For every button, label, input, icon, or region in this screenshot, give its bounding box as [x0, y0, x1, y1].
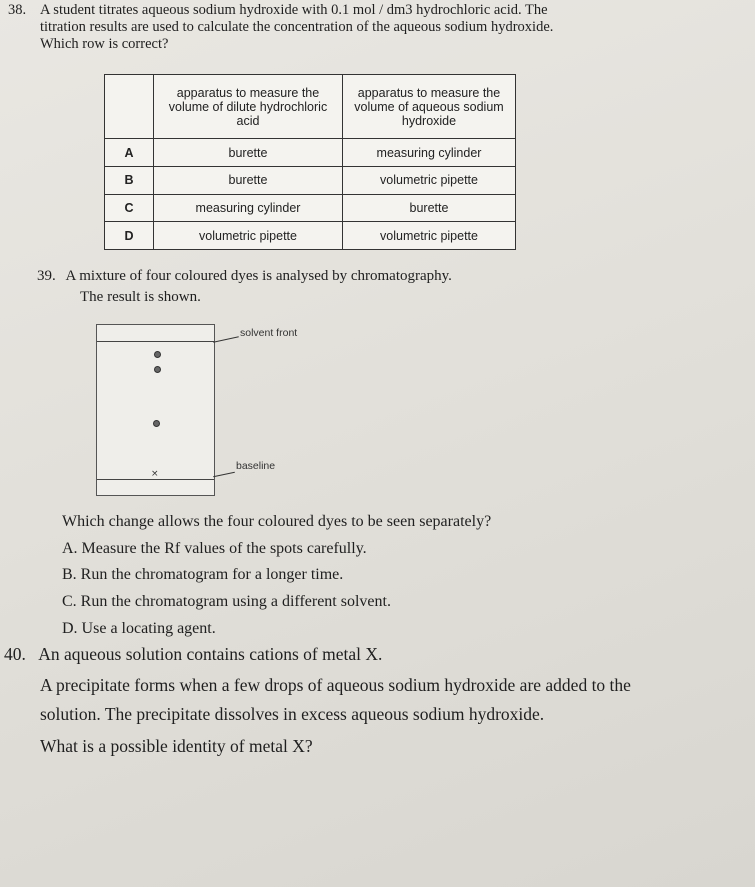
acid-apparatus: measuring cylinder — [154, 194, 343, 222]
table-row — [105, 167, 516, 195]
dye-spot — [153, 420, 160, 427]
alkali-apparatus: volumetric pipette — [343, 222, 516, 250]
table-row — [105, 222, 516, 250]
table-corner — [105, 75, 154, 139]
question-text: A student titrates aqueous sodium hydroxide with 0.1 mol / dm3 hydrochloric acid. The — [40, 2, 548, 18]
question-number: 38. — [8, 2, 27, 18]
alkali-apparatus: burette — [343, 194, 516, 222]
acid-apparatus: burette — [154, 139, 343, 167]
acid-apparatus: volumetric pipette — [154, 222, 343, 250]
table-row — [105, 194, 516, 222]
option-c: C. Run the chromatogram using a different solvent. — [62, 593, 391, 610]
question-text: titration results are used to calculate the concentration of the aqueous sodium hydroxide. — [40, 19, 554, 35]
option-a: A. Measure the Rf values of the spots carefully. — [62, 540, 367, 557]
row-key: D — [105, 222, 154, 250]
question-40 — [4, 644, 382, 665]
question-prompt: Which change allows the four coloured dyes to be seen separately? — [62, 513, 492, 530]
dye-spot — [154, 351, 161, 358]
question-text: The result is shown. — [80, 289, 201, 305]
question-text: A mixture of four coloured dyes is analysed by chromatography. — [65, 268, 452, 284]
row-key: B — [105, 167, 154, 195]
baseline-label: baseline — [236, 460, 276, 472]
solvent-front-label: solvent front — [240, 327, 298, 339]
column-header-alkali: apparatus to measure the volume of aqueous sodium hydroxide — [343, 75, 516, 139]
column-header-acid: apparatus to measure the volume of dilute hydrochloric acid — [154, 75, 343, 139]
start-cross-icon: × — [151, 469, 159, 479]
row-key: A — [105, 139, 154, 167]
alkali-apparatus: volumetric pipette — [343, 167, 516, 195]
dye-spot — [154, 366, 161, 373]
table-row — [105, 139, 516, 167]
answer-table — [104, 74, 516, 250]
row-key: C — [105, 194, 154, 222]
option-d: D. Use a locating agent. — [62, 620, 216, 637]
chromatogram-diagram — [96, 324, 215, 496]
question-39 — [37, 268, 452, 285]
baseline-leader — [213, 472, 235, 478]
baseline-line — [97, 479, 214, 480]
question-text: An aqueous solution contains cations of metal X. — [38, 644, 383, 664]
option-b: B. Run the chromatogram for a longer time. — [62, 566, 344, 583]
question-number: 40. — [4, 644, 26, 664]
question-prompt: What is a possible identity of metal X? — [40, 736, 313, 756]
question-text: A precipitate forms when a few drops of aqueous sodium hydroxide are added to the — [40, 675, 631, 695]
question-38 — [8, 2, 738, 53]
solvent-front-leader — [213, 336, 239, 342]
alkali-apparatus: measuring cylinder — [343, 139, 516, 167]
question-text: solution. The precipitate dissolves in excess aqueous sodium hydroxide. — [40, 704, 545, 724]
question-prompt: Which row is correct? — [40, 36, 169, 52]
question-number: 39. — [37, 268, 56, 284]
acid-apparatus: burette — [154, 167, 343, 195]
solvent-front-line — [97, 341, 214, 342]
